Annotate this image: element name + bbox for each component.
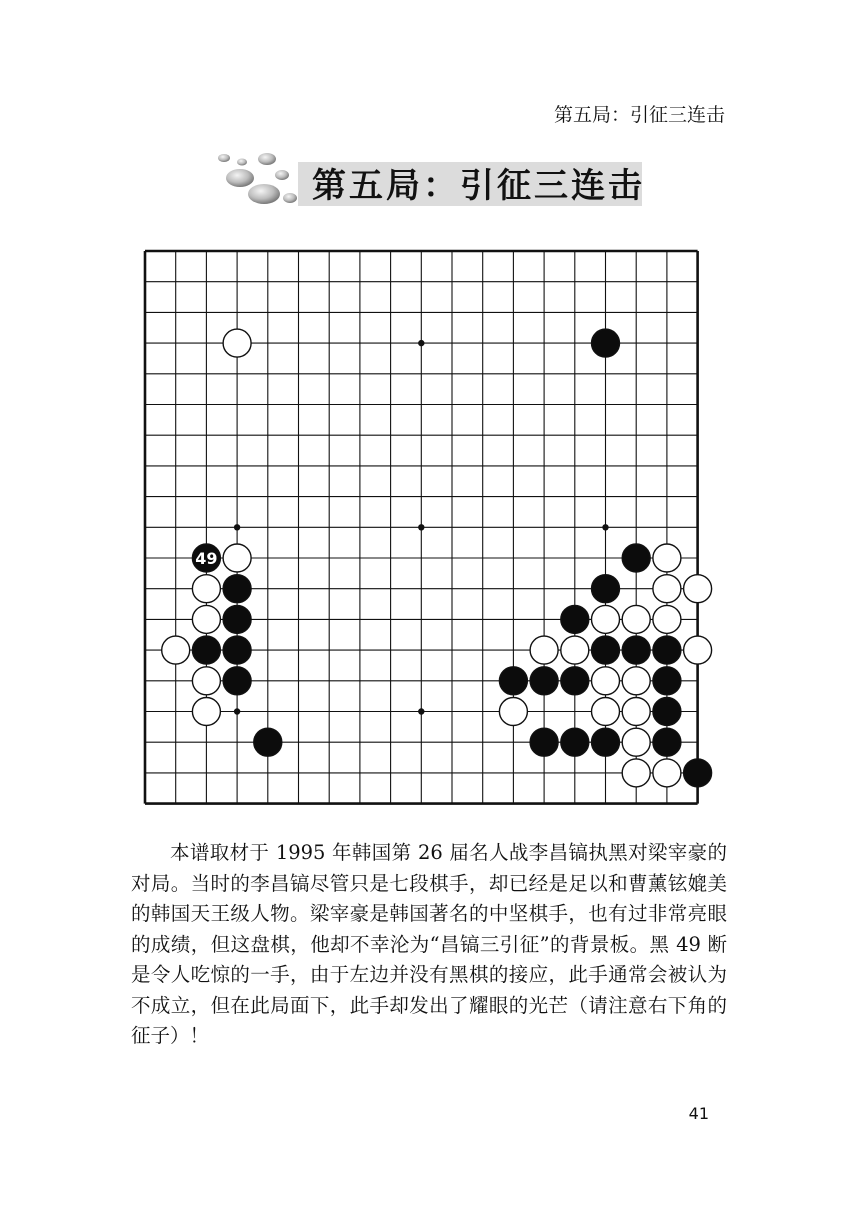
black-stone — [653, 667, 681, 695]
star-point — [418, 524, 424, 530]
body-paragraph: 本谱取材于 1995 年韩国第 26 届名人战李昌镐执黑对梁宰豪的对局。当时的李昌镐尽管只是七段棋手，却已经是足以和曹薰铉媲美的韩国天王级人物。梁宰豪是韩国著名的中坚棋手，也有过非常亮眼的成绩，但这盘棋，他却不幸沦为“昌镐三引征”的背景板。黑 49 断是令人吃惊的一手，由于左边并没有黑棋的接应，此手通常会被认为不成立，但在此局面下，此手却发出了耀眼的光芒（请注意右下角的征子）！ — [131, 841, 727, 1047]
white-stone — [561, 636, 589, 664]
black-stone — [561, 605, 589, 633]
black-stone — [530, 728, 558, 756]
black-stone — [622, 544, 650, 572]
black-stone — [223, 605, 251, 633]
black-stone — [592, 728, 620, 756]
white-stone — [653, 544, 681, 572]
white-stone — [223, 329, 251, 357]
black-stone — [192, 636, 220, 664]
white-stone — [622, 728, 650, 756]
chapter-title: 第五局：引征三连击 — [312, 166, 645, 206]
black-stone — [592, 575, 620, 603]
black-stone — [653, 728, 681, 756]
white-stone — [622, 667, 650, 695]
star-point — [418, 708, 424, 714]
page-number: 41 — [688, 1104, 709, 1123]
white-stone — [530, 636, 558, 664]
white-stone — [592, 698, 620, 726]
white-stone — [192, 575, 220, 603]
star-point — [234, 524, 240, 530]
white-stone — [162, 636, 190, 664]
white-stone — [653, 605, 681, 633]
star-point — [234, 708, 240, 714]
black-stone — [192, 544, 220, 572]
black-stone — [223, 636, 251, 664]
black-stone — [653, 698, 681, 726]
black-stone — [592, 636, 620, 664]
white-stone — [684, 575, 712, 603]
black-stone — [254, 728, 282, 756]
black-stone — [561, 667, 589, 695]
stone-move-number: 49 — [195, 549, 218, 568]
white-stone — [622, 698, 650, 726]
star-point — [418, 340, 424, 346]
white-stone — [192, 698, 220, 726]
star-point — [602, 524, 608, 530]
white-stone — [223, 544, 251, 572]
black-stone — [499, 667, 527, 695]
white-stone — [192, 605, 220, 633]
white-stone — [592, 605, 620, 633]
black-stone — [561, 728, 589, 756]
white-stone — [499, 698, 527, 726]
black-stone — [684, 759, 712, 787]
white-stone — [622, 605, 650, 633]
black-stone — [530, 667, 558, 695]
black-stone — [592, 329, 620, 357]
white-stone — [653, 575, 681, 603]
black-stone — [223, 667, 251, 695]
black-stone — [223, 575, 251, 603]
white-stone — [592, 667, 620, 695]
white-stone — [622, 759, 650, 787]
black-stone — [653, 636, 681, 664]
white-stone — [653, 759, 681, 787]
white-stone — [684, 636, 712, 664]
running-header: 第五局：引征三连击 — [553, 104, 725, 126]
white-stone — [192, 667, 220, 695]
black-stone — [622, 636, 650, 664]
